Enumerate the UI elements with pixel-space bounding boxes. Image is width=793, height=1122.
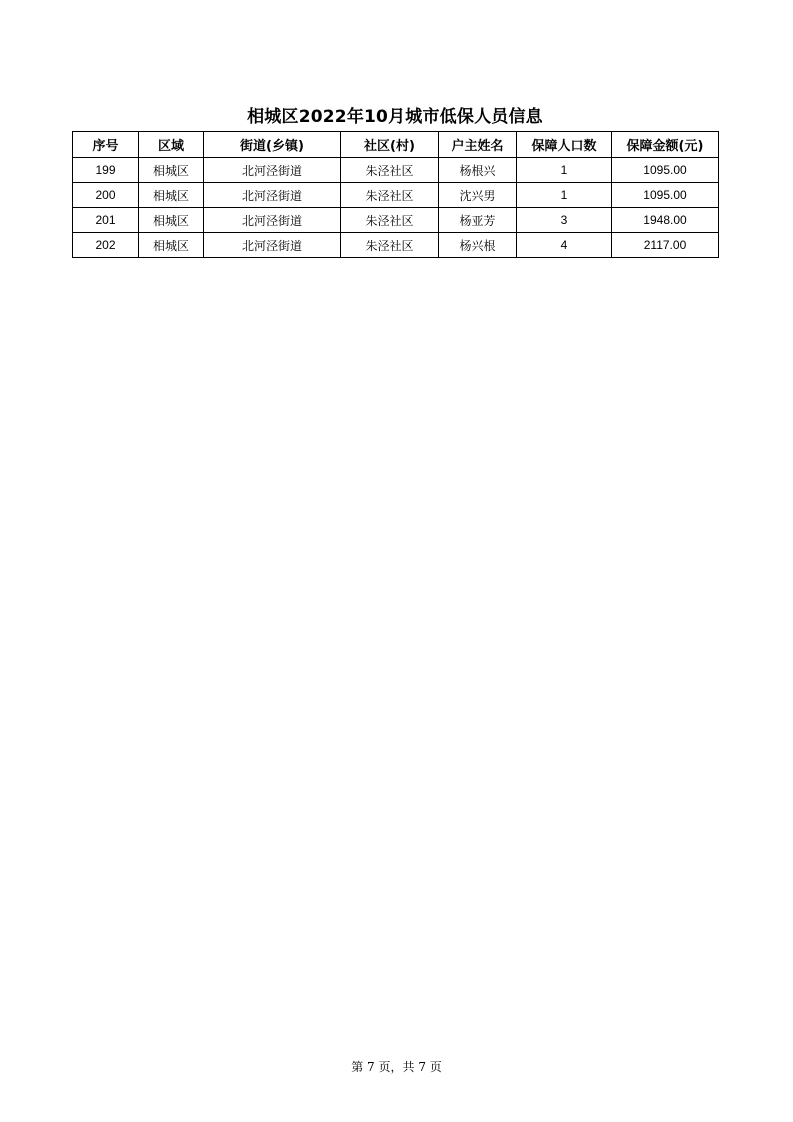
cell-district: 相城区: [139, 233, 204, 258]
cell-serial-number: 199: [73, 158, 139, 183]
cell-serial-number: 200: [73, 183, 139, 208]
header-covered-persons: 保障人口数: [517, 132, 612, 158]
cell-householder-name: 杨兴根: [439, 233, 517, 258]
cell-subdistrict: 北河泾街道: [204, 183, 341, 208]
cell-district: 相城区: [139, 183, 204, 208]
table-row: [73, 208, 719, 233]
cell-covered-persons: 1: [517, 183, 612, 208]
cell-covered-persons: 1: [517, 158, 612, 183]
cell-allowance-amount: 1948.00: [612, 208, 719, 233]
cell-householder-name: 杨根兴: [439, 158, 517, 183]
subsistence-allowance-table: [72, 131, 719, 258]
cell-community: 朱泾社区: [341, 158, 439, 183]
cell-subdistrict: 北河泾街道: [204, 208, 341, 233]
cell-community: 朱泾社区: [341, 183, 439, 208]
cell-householder-name: 沈兴男: [439, 183, 517, 208]
header-allowance-amount: 保障金额(元): [612, 132, 719, 158]
cell-district: 相城区: [139, 208, 204, 233]
cell-allowance-amount: 1095.00: [612, 183, 719, 208]
cell-covered-persons: 4: [517, 233, 612, 258]
header-householder-name: 户主姓名: [439, 132, 517, 158]
page-number-footer: 第 7 页，共 7 页: [351, 1060, 442, 1074]
header-district: 区域: [139, 132, 204, 158]
cell-subdistrict: 北河泾街道: [204, 158, 341, 183]
document-title: 相城区2022年10月城市低保人员信息: [247, 107, 543, 127]
header-community: 社区(村): [341, 132, 439, 158]
header-subdistrict: 街道(乡镇): [204, 132, 341, 158]
cell-allowance-amount: 1095.00: [612, 158, 719, 183]
table-row: [73, 233, 719, 258]
table-row: [73, 183, 719, 208]
cell-householder-name: 杨亚芳: [439, 208, 517, 233]
table-header-row: [73, 132, 719, 158]
cell-serial-number: 201: [73, 208, 139, 233]
cell-allowance-amount: 2117.00: [612, 233, 719, 258]
header-serial-number: 序号: [73, 132, 139, 158]
cell-covered-persons: 3: [517, 208, 612, 233]
cell-serial-number: 202: [73, 233, 139, 258]
cell-community: 朱泾社区: [341, 233, 439, 258]
cell-subdistrict: 北河泾街道: [204, 233, 341, 258]
table-row: [73, 158, 719, 183]
cell-community: 朱泾社区: [341, 208, 439, 233]
cell-district: 相城区: [139, 158, 204, 183]
